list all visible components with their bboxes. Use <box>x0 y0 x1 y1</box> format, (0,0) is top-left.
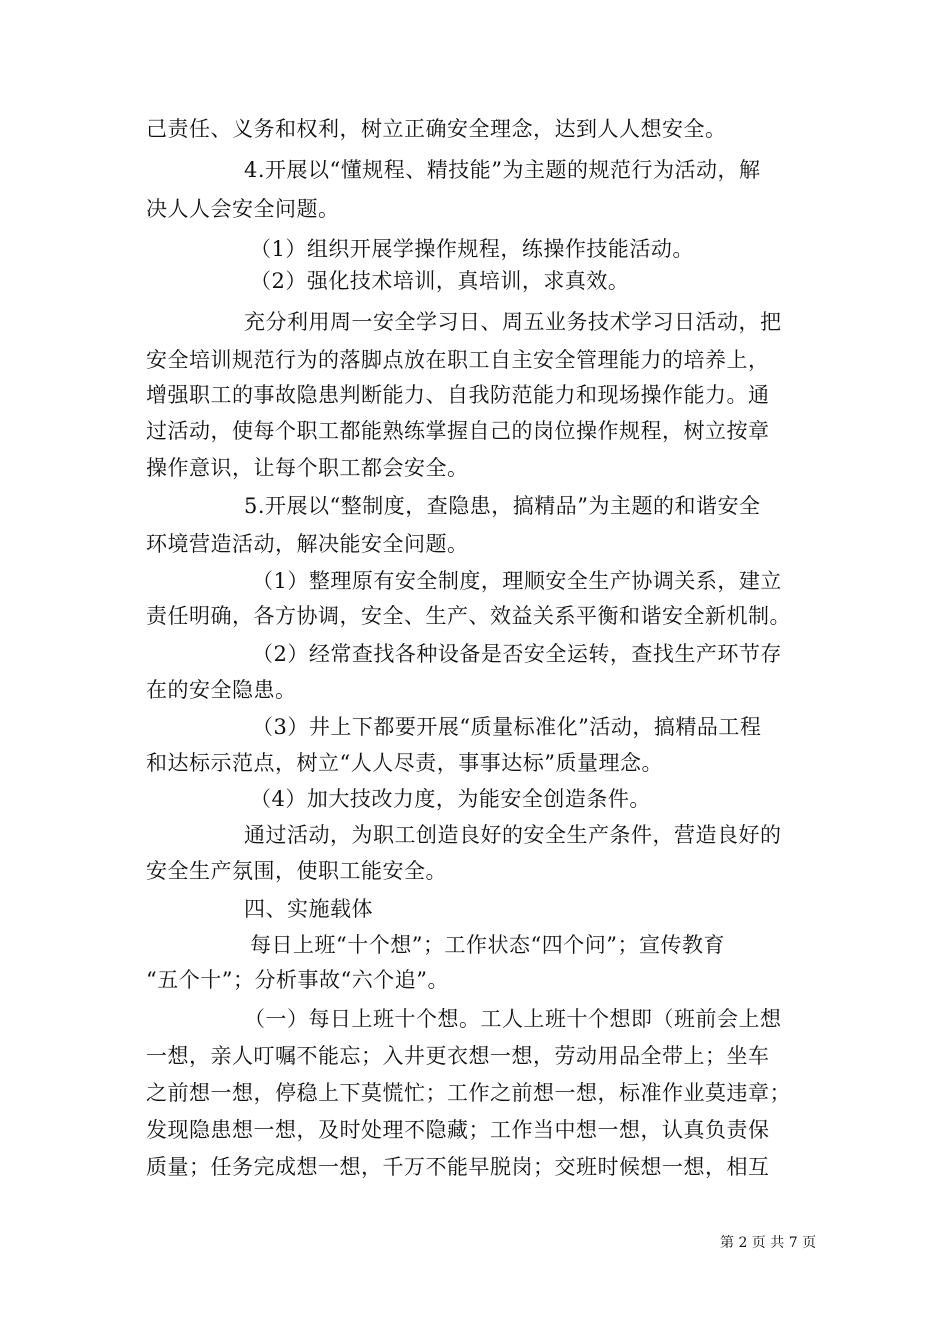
text-line: （4）加大技改力度，为能安全创造条件。 <box>250 787 651 811</box>
text-line: 增强职工的事故隐患判断能力、自我防范能力和现场操作能力。通 <box>146 383 770 407</box>
text-line: 发现隐患想一想，及时处理不隐藏；工作当中想一想，认真负责保 <box>146 1118 770 1142</box>
text-line: 责任明确，各方协调，安全、生产、效益关系平衡和谐安全新机制。 <box>146 604 791 628</box>
text-line: （2）经常查找各种设备是否安全运转，查找生产环节存 <box>252 642 782 666</box>
section-heading: 四、实施载体 <box>244 897 373 921</box>
text-line: 过活动，使每个职工都能熟练掌握自己的岗位操作规程，树立按章 <box>146 419 770 443</box>
text-line: （3）井上下都要开展“质量标准化”活动，搞精品工程 <box>252 715 762 739</box>
text-line: （一）每日上班十个想。工人上班十个想即（班前会上想 <box>244 1007 782 1031</box>
text-line: 己责任、义务和权利，树立正确安全理念，达到人人想安全。 <box>146 117 727 141</box>
text-line: 安全培训规范行为的落脚点放在职工自主安全管理能力的培养上， <box>146 348 770 372</box>
text-line: 一想，亲人叮嘱不能忘；入井更衣想一想，劳动用品全带上；坐车 <box>146 1044 770 1068</box>
text-line: 在的安全隐患。 <box>146 678 297 702</box>
text-line: （1）整理原有安全制度，理顺安全生产协调关系，建立 <box>252 569 782 593</box>
text-line: 质量；任务完成想一想，千万不能早脱岗；交班时候想一想，相互 <box>146 1155 770 1179</box>
text-line: 每日上班“十个想”；工作状态“四个问”；宣传教育 <box>250 933 725 957</box>
text-line: “五个十”；分析事故“六个追”。 <box>146 968 449 992</box>
text-line: 通过活动，为职工创造良好的安全生产条件，营造良好的 <box>244 823 782 847</box>
text-line: 之前想一想，停稳上下莫慌忙；工作之前想一想，标准作业莫违章； <box>146 1081 791 1105</box>
text-line: 5.开展以“整制度，查隐患，搞精品”为主题的和谐安全 <box>244 494 761 518</box>
text-line: 操作意识，让每个职工都会安全。 <box>146 456 469 480</box>
text-line: （1）组织开展学操作规程，练操作技能活动。 <box>250 237 694 261</box>
text-line: 决人人会安全问题。 <box>146 197 340 221</box>
text-line: 和达标示范点，树立“人人尽责，事事达标”质量理念。 <box>146 751 663 775</box>
text-line: 4.开展以“懂规程、精技能”为主题的规范行为活动，解 <box>244 158 761 182</box>
text-line: 充分利用周一安全学习日、周五业务技术学习日活动，把 <box>244 310 782 334</box>
page-number: 第 2 页 共 7 页 <box>720 1235 817 1251</box>
text-line: （2）强化技术培训，真培训，求真效。 <box>250 269 630 293</box>
text-line: 环境营造活动，解决能安全问题。 <box>146 532 469 556</box>
text-line: 安全生产氛围，使职工能安全。 <box>146 859 447 883</box>
